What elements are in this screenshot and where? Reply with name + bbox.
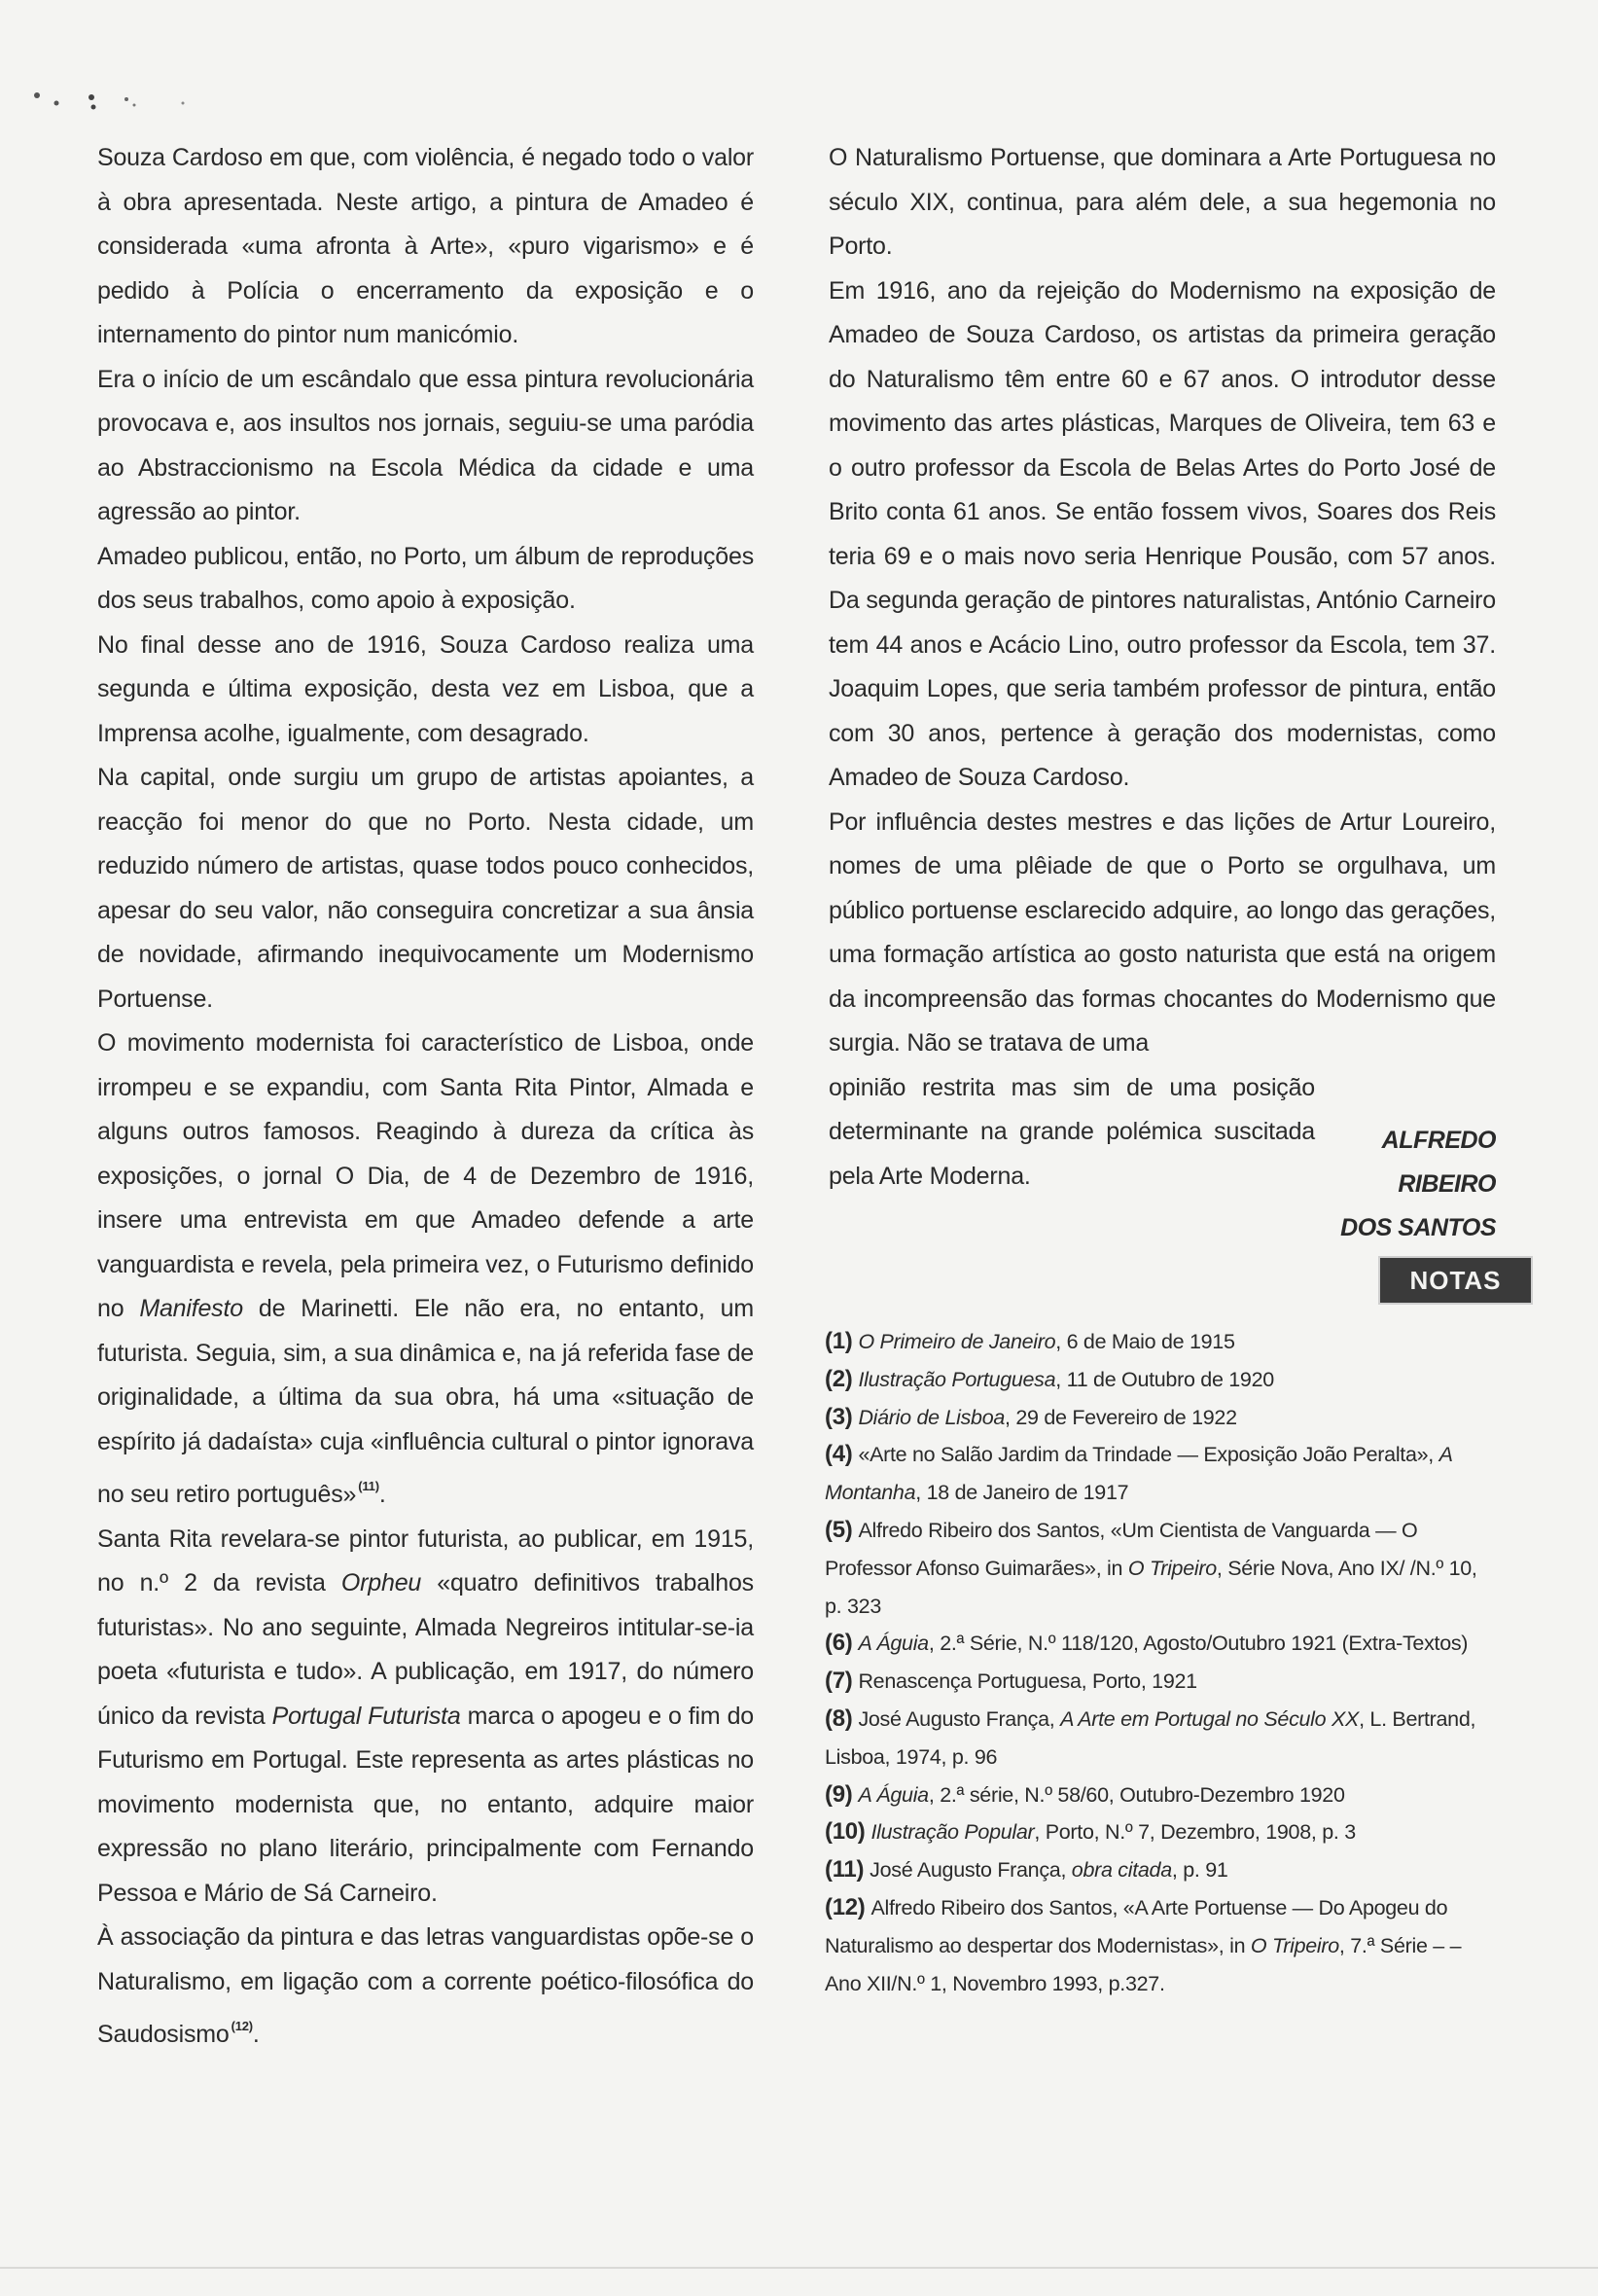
author-line: ALFREDO xyxy=(1381,1126,1496,1154)
note-text: Renascença Portuguesa, Porto, 1921 xyxy=(858,1669,1197,1694)
text-run-italic: Manifesto xyxy=(139,1295,243,1322)
text-run-italic: Portugal Futurista xyxy=(271,1702,461,1730)
paragraph: Em 1916, ano da rejeição do Modernismo na exposição de Amadeo de Souza Cardoso, os artistas da primeira geração do Naturalismo têm entre 60 e 67 anos. O introdutor desse movimento das artes plásticas, Marques de Oliveira, tem 63 e o outro professor da Escola de Belas Artes do Porto José de Brito conta 61 anos. Se então fossem vivos, Soares dos Reis teria 69 e o mais novo seria Henrique Pousão, com 57 anos. Da segunda geração de pintores naturalistas, António Carneiro tem 44 anos e Acácio Lino, outro professor da Escola, tem 37. Joaquim Lopes, que seria também professor de pintura, então com 30 anos, pertence à geração dos modernistas, como Amadeo de Souza Cardoso. xyxy=(829,276,1496,791)
note-text: , 6 de Maio de 1915 xyxy=(1055,1330,1235,1353)
note-item xyxy=(825,1361,1496,1399)
text-run: . xyxy=(378,1481,386,1508)
note-number: (12) xyxy=(825,1893,866,1920)
paragraph: opinião restrita mas sim de uma posição determinante na grande polémica suscitada pela Arte Moderna. xyxy=(829,1073,1315,1190)
text-run: O movimento modernista foi característico de Lisboa, onde irrompeu e se expandiu, com Santa Rita Pintor, Almada e alguns outros famosos. Reagindo à dureza da crítica às exposições, o jornal O Dia, de 4 de Dezembro de 1916, insere uma entrevista em que Amadeo defende a arte vanguardista e revela, pela primeira vez, o Futurismo definido no xyxy=(97,1029,754,1322)
note-item xyxy=(825,1851,1496,1889)
note-number: (3) xyxy=(825,1403,853,1430)
paragraph xyxy=(97,1518,754,1917)
page-edge-divider xyxy=(0,2267,1598,2269)
paragraph: Na capital, onde surgiu um grupo de artistas apoiantes, a reacção foi menor do que no Porto. Nesta cidade, um reduzido número de artistas, quase todos pouco conhecidos, apesar do seu valor, não conseguira concretizar a sua ânsia de novidade, afirmando inequivocamente um Modernismo Portuense. xyxy=(97,764,754,1013)
paragraph: Por influência destes mestres e das lições de Artur Loureiro, nomes de uma plêiade de que o Porto se orgulhava, um público portuense esclarecido adquire, ao longo das gerações, uma formação artística ao gosto naturista que está na origem da incompreensão das formas chocantes do Modernismo que surgia. Não se tratava de uma xyxy=(829,807,1496,1057)
note-item xyxy=(825,1776,1496,1814)
note-number: (8) xyxy=(825,1704,853,1732)
text-run: À associação da pintura e das letras vanguardistas opõe-se o Naturalismo, em ligação com a corrente poético-filosófica do Saudosismo xyxy=(97,1923,754,2048)
paragraph: Souza Cardoso em que, com violência, é negado todo o valor à obra apresentada. Neste artigo, a pintura de Amadeo é considerada «uma afronta à Arte», «puro vigarismo» e é pedido à Polícia o encerramento da exposição e o internamento do pintor num manicómio. xyxy=(97,144,754,348)
note-text: , Série Nova, Ano IX/ /N.º 10, p. 323 xyxy=(825,1556,1477,1618)
footnote-ref: (11) xyxy=(358,1479,379,1493)
note-text: , Porto, N.º 7, Dezembro, 1908, p. 3 xyxy=(1034,1820,1356,1845)
author-line: RIBEIRO xyxy=(1398,1169,1496,1198)
note-text-italic: Ilustração Portuguesa xyxy=(858,1367,1056,1391)
text-run-italic: Orpheu xyxy=(340,1569,422,1596)
note-text: , 18 de Janeiro de 1917 xyxy=(915,1481,1129,1505)
note-item xyxy=(825,1399,1496,1437)
note-text-italic: O Tripeiro xyxy=(1127,1556,1217,1580)
note-number: (10) xyxy=(825,1818,866,1846)
note-number: (9) xyxy=(825,1780,853,1808)
note-text: , 2.ª Série, N.º 118/120, Agosto/Outubro 1921 (Extra-Textos) xyxy=(928,1632,1469,1656)
note-text-italic: Diário de Lisboa xyxy=(858,1405,1006,1429)
note-item xyxy=(825,1701,1496,1776)
author-line: DOS SANTOS xyxy=(1340,1213,1496,1241)
note-text-italic: O Tripeiro xyxy=(1250,1933,1339,1957)
note-item xyxy=(825,1625,1496,1663)
notes-list xyxy=(825,1323,1496,2002)
note-number: (11) xyxy=(825,1856,865,1883)
note-item xyxy=(825,1512,1496,1625)
note-text: José Augusto França, xyxy=(858,1706,1061,1731)
note-text-italic: O Primeiro de Janeiro xyxy=(858,1330,1056,1353)
note-text-italic: A Arte em Portugal no Século XX xyxy=(1060,1706,1360,1731)
note-item xyxy=(825,1323,1496,1361)
left-column xyxy=(97,136,754,2058)
right-column xyxy=(829,136,1496,1241)
note-text: «Arte no Salão Jardim da Trindade — Exposição João Peralta», xyxy=(858,1443,1439,1467)
note-number: (4) xyxy=(825,1441,853,1468)
note-item xyxy=(825,1889,1496,2002)
paragraph: Amadeo publicou, então, no Porto, um álbum de reproduções dos seus trabalhos, como apoio à exposição. xyxy=(97,542,754,614)
note-text: , 29 de Fevereiro de 1922 xyxy=(1005,1405,1237,1429)
paragraph xyxy=(97,1022,754,1518)
note-item xyxy=(825,1663,1496,1701)
note-text-italic: A Montanha xyxy=(825,1443,1452,1505)
paragraph: O Naturalismo Portuense, que dominara a Arte Portuguesa no século XIX, continua, para além dele, a sua hegemonia no Porto. xyxy=(829,144,1496,260)
note-item xyxy=(825,1813,1496,1851)
text-run: Santa Rita revelara-se pintor futurista, ao publicar, em 1915, no n.º 2 da revista xyxy=(97,1525,754,1596)
note-text-italic: A Águia xyxy=(858,1782,929,1807)
note-item xyxy=(825,1436,1496,1512)
closing-block xyxy=(829,1066,1496,1241)
note-text: Alfredo Ribeiro dos Santos, «Um Cientista de Vanguarda — O Professor Afonso Guimarães», in xyxy=(825,1518,1418,1580)
text-run: de Marinetti. Ele não era, no entanto, um futurista. Seguia, sim, a sua dinâmica e, na já referida fase de originalidade, a última da sua obra, há uma «situação de espírito já dadaísta» cuja «influência cultural o pintor ignorava no seu retiro português» xyxy=(97,1295,754,1508)
note-text: , L. Bertrand, Lisboa, 1974, p. 96 xyxy=(825,1706,1476,1769)
note-number: (6) xyxy=(825,1630,853,1657)
text-run: marca o apogeu e o fim do Futurismo em Portugal. Este representa as artes plásticas no movimento modernista que, no entanto, adquire maior expressão no plano literário, principalmente com Fernando Pessoa e Mário de Sá Carneiro. xyxy=(97,1702,754,1907)
paragraph: Era o início de um escândalo que essa pintura revolucionária provocava e, aos insultos nos jornais, seguiu-se uma paródia ao Abstraccionismo na Escola Médica da cidade e uma agressão ao pintor. xyxy=(97,365,754,525)
note-text-italic: A Águia xyxy=(858,1632,929,1656)
note-text: , 11 de Outubro de 1920 xyxy=(1055,1367,1274,1391)
text-run: . xyxy=(252,2021,260,2048)
paragraph: No final desse ano de 1916, Souza Cardoso realiza uma segunda e última exposição, desta vez em Lisboa, que a Imprensa acolhe, igualmente, com desagrado. xyxy=(97,630,754,747)
note-text: , 2.ª série, N.º 58/60, Outubro-Dezembro 1920 xyxy=(928,1782,1345,1807)
author-signature xyxy=(1340,1119,1496,1250)
paragraph xyxy=(97,1916,754,2058)
scan-specks-decoration xyxy=(19,68,214,126)
note-number: (5) xyxy=(825,1516,853,1543)
note-text-italic: Ilustração Popular xyxy=(870,1820,1035,1845)
note-text: , p. 91 xyxy=(1171,1858,1228,1883)
note-number: (2) xyxy=(825,1365,853,1392)
notes-heading: NOTAS xyxy=(1378,1256,1533,1305)
footnote-ref: (12) xyxy=(231,2019,253,2033)
text-run: «quatro definitivos trabalhos futuristas». No ano seguinte, Almada Negreiros intitular-se-ia poeta «futurista e tudo». A publicação, em 1917, do número único da revista xyxy=(97,1569,754,1730)
note-text: Alfredo Ribeiro dos Santos, «A Arte Portuense — Do Apogeu do Naturalismo ao despertar dos Modernistas», in xyxy=(825,1895,1448,1957)
note-text-italic: obra citada xyxy=(1071,1858,1172,1883)
note-text: , 7.ª Série – – Ano XII/N.º 1, Novembro 1993, p.327. xyxy=(825,1933,1462,1995)
note-number: (1) xyxy=(825,1328,853,1354)
note-number: (7) xyxy=(825,1668,853,1695)
note-text: José Augusto França, xyxy=(870,1858,1072,1883)
